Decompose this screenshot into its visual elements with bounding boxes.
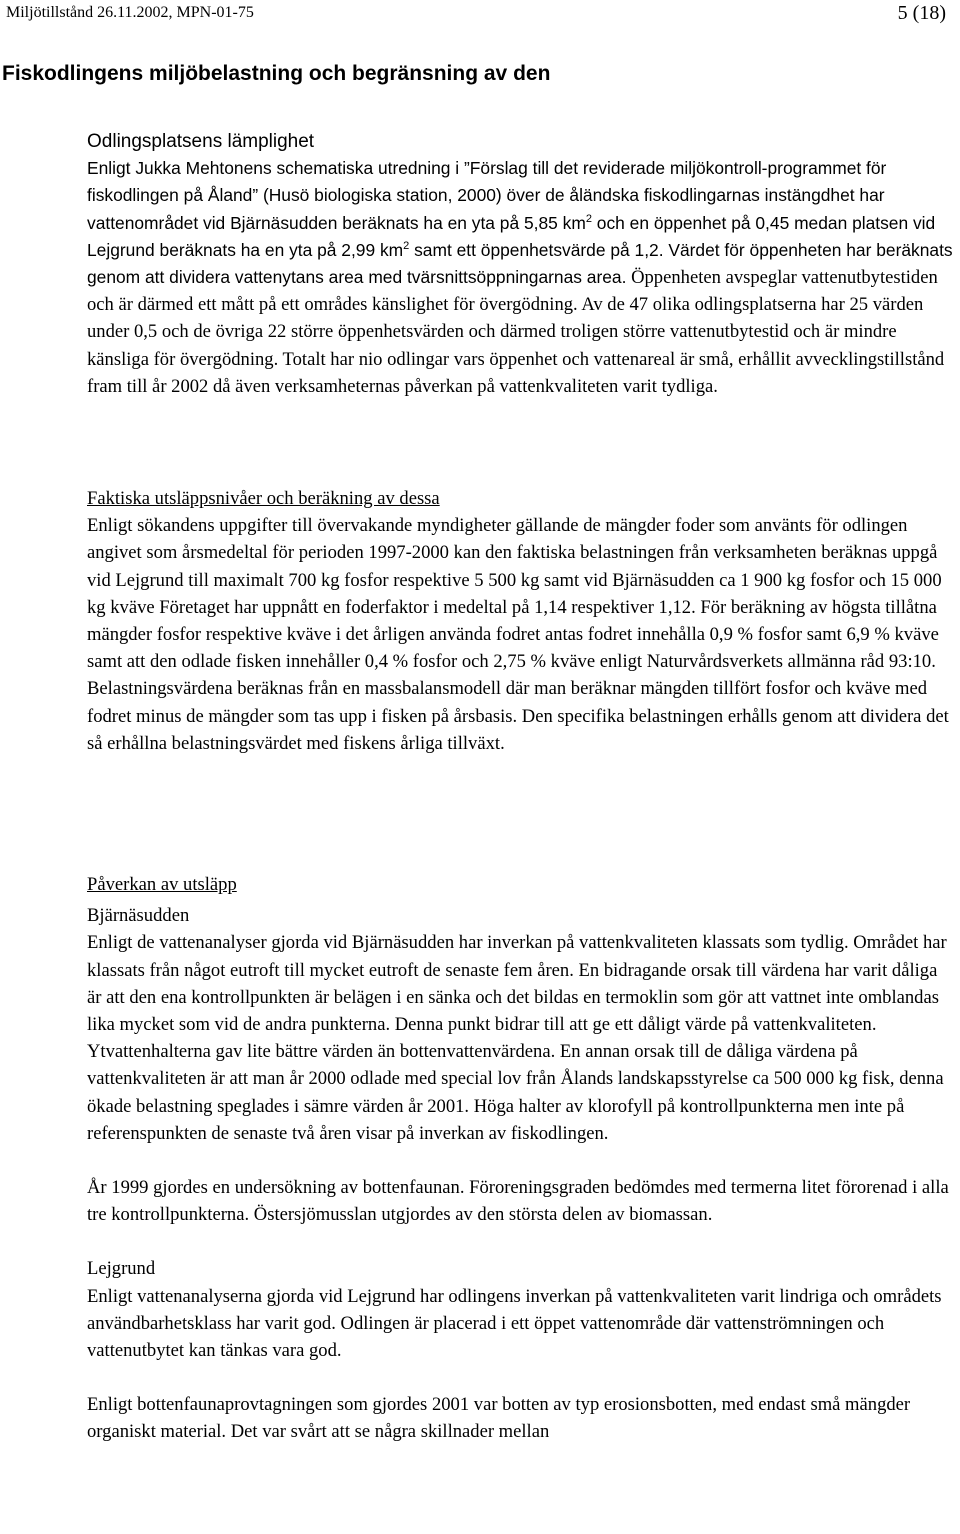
section-lamplighet <box>87 128 955 400</box>
subheading-bjarnasudden: Bjärnäsudden <box>87 905 190 927</box>
text-run: Enligt Jukka Mehtonens schematiska utredning i ”Förslag till det reviderade miljökontroll-programmet för fiskodlingen på Åland” (Husö biologiska station, 2000) över de åländska fiskodlingarnas instängdhet har vattenområdet vid Bjärnäsudden beräknats ha en yta på 5,85 km <box>87 158 887 233</box>
superscript: 2 <box>403 240 410 253</box>
main-title: Fiskodlingens miljöbelastning och begränsning av den <box>2 62 551 85</box>
section-heading-utslappsnivaer: Faktiska utsläppsnivåer och beräkning av dessa <box>87 488 440 509</box>
section-heading-paverkan: Påverkan av utsläpp <box>87 874 237 895</box>
subheading-lejgrund: Lejgrund <box>87 1258 156 1280</box>
text-run-serif: Öppenheten avspeglar vattenutbytestiden och är därmed ett mått på ett områdes känslighet för övergödning. Av de 47 olika odlingsplatserna har 25 värden under 0,5 och de övriga 22 större öppenhetsvärden och därmed troligen större vattenutbytestid och är mindre känsliga för övergödning. Totalt har nio odlingar vars öppenhet och vattenareal är små, erhållit avvecklingstillstånd fram till år 2002 då även verksamheternas påverkan på vattenkvaliteten varit tydliga. <box>87 267 945 397</box>
text-run: samt ett öppenhetsvärde på 1,2. Värdet för öppenheten har beräknats genom att dividera vattenytans area med tvärsnittsöppningarnas area. <box>87 239 953 288</box>
paragraph-utslappsnivaer: Enligt sökandens uppgifter till övervakande myndigheter gällande de mängder foder som använts för odlingen angivet som årsmedeltal för perioden 1997-2000 kan den faktiska belastningen från verksamheten beräknas uppgå vid Lejgrund till maximalt 700 kg fosfor respektive 5 500 kg samt vid Bjärnäsudden ca 1 900 kg fosfor och 15 000 kg kväve Företaget har uppnått en foderfaktor i medeltal på 1,14 respektiver 1,12. För beräkning av högsta tillåtna mängder fosfor respektive kväve i det årligen använda fodret antas fodret innehålla 0,9 % fosfor samt 6,9 % kväve samt att den odlade fisken innehåller 0,4 % fosfor och 2,75 % kväve enligt Naturvårdsverkets allmänna råd 93:10. Belastningsvärdena beräknas från en massbalansmodell där man beräknar mängden tillfört fosfor och kväve med fodret minus de mängder som tas upp i fisken på årsbasis. Den specifika belastningen erhålls genom att dividera det så erhållna belastningsvärdet med fiskens årliga tillväxt. <box>87 515 949 754</box>
section-heading-lamplighet: Odlingsplatsens lämplighet <box>87 131 315 152</box>
paragraph-bjarnasudden: Enligt de vattenanalyser gjorda vid Bjärnäsudden har inverkan på vattenkvaliteten klassats som tydlig. Området har klassats från något eutroft till mycket eutroft de senaste fem åren. En bidragande orsak till värdena har varit dåliga är att den ena kontrollpunkten är belägen i en sänka och det bildas en termoklin som gör att vattnet inte omblandas lika mycket som vid de andra punkterna. Denna punkt bidrar till att ge ett dåligt värde på vattenkvaliteten. Ytvattenhalterna gav lite bättre värden än bottenvattenvärdena. En annan orsak till de dåliga värdena på vattenkvaliteten är att man år 2000 odlade med special lov från Ålands landskapsstyrelse ca 500 000 kg fisk, denna ökade belastning speglades i sämre värden år 2001. Höga halter av klorofyll på kontrollpunkterna men inte på referenspunkten de senaste två åren visar på inverkan av fiskodlingen. <box>87 932 947 1144</box>
superscript: 2 <box>585 212 592 225</box>
paragraph-lejgrund: Enligt vattenanalyserna gjorda vid Lejgrund har odlingens inverkan på vattenkvaliteten varit lindriga och områdets användbarhetsklass har varit god. Odlingen är placerad i ett öppet vattenområde där vattenströmningen och vattenutbytet kan tänkas vara god. <box>87 1285 942 1362</box>
paragraph-lamplighet-sans <box>87 155 955 400</box>
text-run: och en öppenhet på 0,45 medan platsen vid Lejgrund beräknats ha en yta på 2,99 km <box>87 212 936 260</box>
paragraph-bottenfauna-1999: År 1999 gjordes en undersökning av bottenfaunan. Föroreningsgraden bedömdes med termerna litet förorenad i alla tre kontrollpunkterna. Östersjömusslan utgjordes av den största delen av biomassan. <box>87 1177 949 1226</box>
paragraph-bottenfauna-2001: Enligt bottenfaunaprovtagningen som gjordes 2001 var botten av typ erosionsbotten, med endast små mängder organiskt material. Det var svårt att se några skillnader mellan <box>87 1394 911 1443</box>
section-paverkan <box>87 871 955 1446</box>
section-utslappsnivaer <box>87 485 955 757</box>
page-number: 5 (18) <box>897 2 946 24</box>
document-reference: Miljötillstånd 26.11.2002, MPN-01-75 <box>6 4 254 21</box>
page-header <box>6 2 946 26</box>
